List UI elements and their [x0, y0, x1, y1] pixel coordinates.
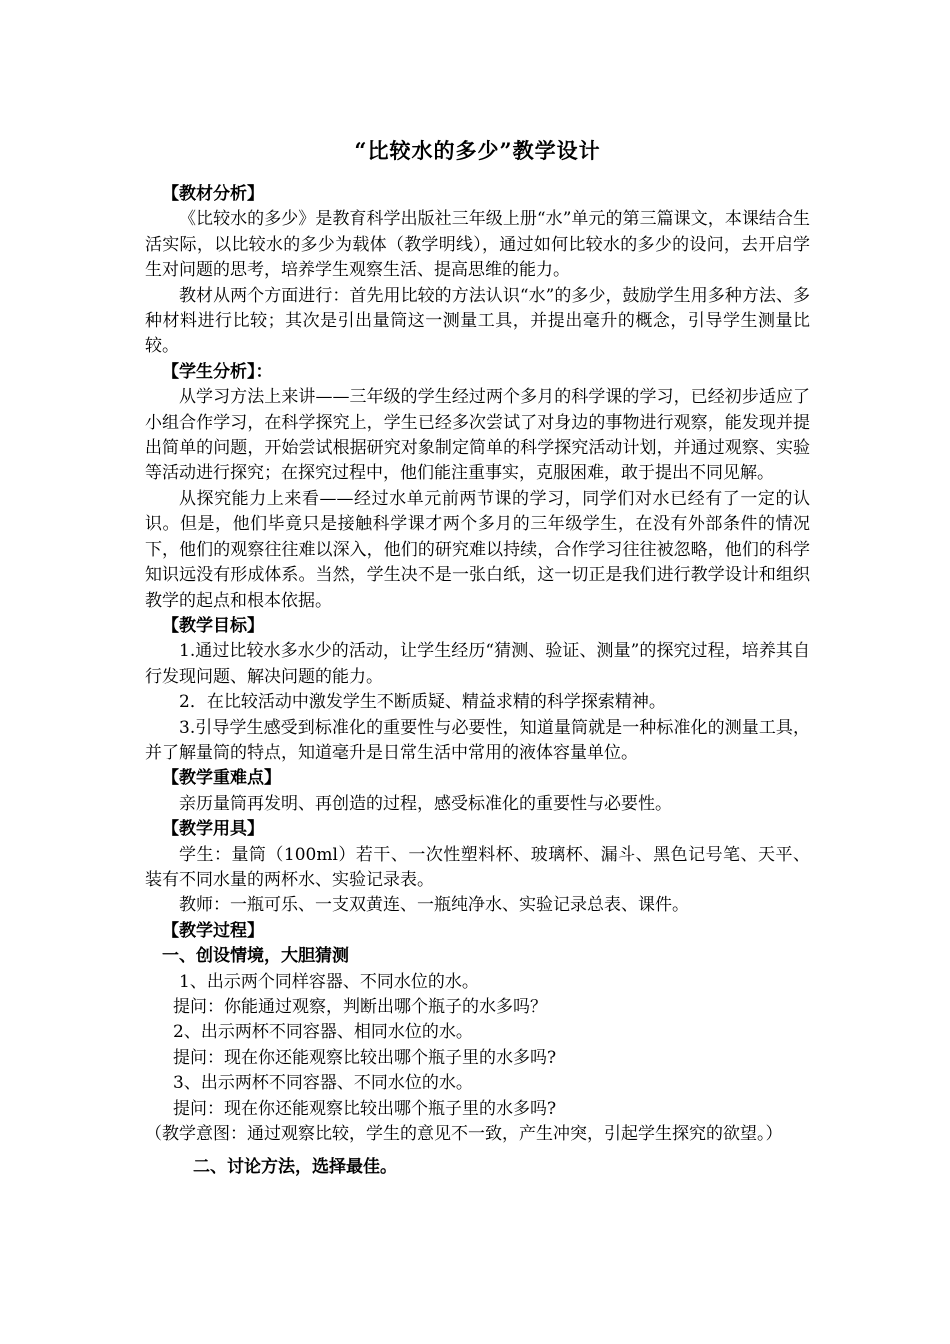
goal-item-1: 1.通过比较水多水少的活动，让学生经历“猜测、验证、测量”的探究过程，培养其自行发现问题、解决问题的能力。 [145, 641, 810, 687]
process-item-3: 3、出示两杯不同容器、不同水位的水。 [173, 1073, 473, 1094]
paragraph-material-1: 《比较水的多少》是教育科学出版社三年级上册“水”单元的第三篇课文，本课结合生活实际，以比较水的多少为载体（教学明线），通过如何比较水的多少的设问，去开启学生对问题的思考，培养学生观察生活、提高思维的能力。 [145, 209, 810, 281]
tools-teacher: 教师：一瓶可乐、一支双黄连、一瓶纯净水、实验记录总表、课件。 [179, 895, 689, 916]
process-question-1: 提问：你能通过观察，判断出哪个瓶子的水多吗？ [173, 997, 547, 1017]
paragraph-material-2: 教材从两个方面进行：首先用比较的方法认识“水”的多少，鼓励学生用多种方法、多种材料进行比较；其次是引出量筒这一测量工具，并提出毫升的概念，引导学生测量比较。 [145, 285, 810, 357]
heading-student-analysis: 【学生分析】： [162, 361, 273, 382]
heading-teaching-process: 【教学过程】 [162, 920, 264, 941]
tools-students: 学生：量筒（100ml）若干、一次性塑料杯、玻璃杯、漏斗、黑色记号笔、天平、装有不同水量的两杯水、实验记录表。 [145, 844, 810, 890]
process-question-2: 提问：现在你还能观察比较出哪个瓶子里的水多吗? [173, 1047, 557, 1068]
heading-teaching-goals: 【教学目标】 [162, 615, 264, 636]
paragraph-student-2: 从探究能力上来看——经过水单元前两节课的学习，同学们对水已经有了一定的认识。但是，他们毕竟只是接触科学课才两个多月的三年级学生，在没有外部条件的情况下，他们的观察往往难以深入，他们的研究难以持续，合作学习往往被忽略，他们的科学知识远没有形成体系。当然，学生决不是一张白纸，这一切正是我们进行教学设计和组织教学的起点和根本依据。 [145, 488, 810, 611]
document-body [145, 134, 810, 1181]
key-points-text: 亲历量筒再发明、再创造的过程，感受标准化的重要性与必要性。 [179, 793, 672, 814]
heading-teaching-tools: 【教学用具】 [162, 819, 264, 840]
teaching-intent-note: （教学意图：通过观察比较，学生的意见不一致，产生冲突，引起学生探究的欲望。） [145, 1124, 783, 1145]
process-step-1-title: 一、创设情境，大胆猜测 [162, 946, 349, 967]
process-question-3: 提问：现在你还能观察比较出哪个瓶子里的水多吗? [173, 1098, 557, 1119]
document-title: “比较水的多少”教学设计 [354, 138, 601, 163]
heading-material-analysis: 【教材分析】 [162, 184, 264, 204]
process-item-1: 1、出示两个同样容器、不同水位的水。 [179, 971, 479, 992]
process-step-2-title: 二、讨论方法，选择最佳。 [193, 1157, 397, 1178]
paragraph-student-1: 从学习方法上来讲——三年级的学生经过两个多月的科学课的学习，已经初步适应了小组合作学习，在科学探究上，学生已经多次尝试了对身边的事物进行观察，能发现并提出简单的问题，开始尝试根据研究对象制定简单的科学探究活动计划，并通过观察、实验等活动进行探究；在探究过程中，他们能注重事实，克服困难，敢于提出不同见解。 [145, 387, 810, 484]
process-item-2: 2、出示两杯不同容器、相同水位的水。 [173, 1022, 473, 1043]
heading-key-points: 【教学重难点】 [162, 768, 281, 789]
goal-item-2: 2．在比较活动中激发学生不断质疑、精益求精的科学探索精神。 [179, 692, 666, 713]
goal-item-3: 3.引导学生感受到标准化的重要性与必要性，知道量筒就是一种标准化的测量工具，并了解量筒的特点，知道毫升是日常生活中常用的液体容量单位。 [145, 717, 810, 763]
